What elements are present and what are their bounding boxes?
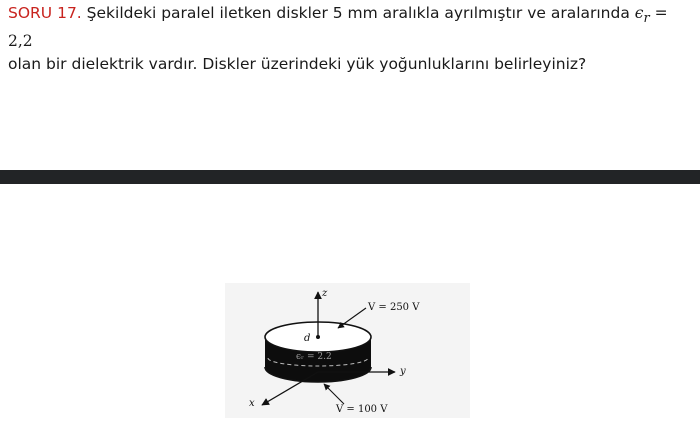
origin-dot bbox=[316, 335, 320, 339]
bottom-voltage-label: V = 100 V bbox=[336, 404, 388, 415]
gap-label: d bbox=[304, 333, 311, 344]
permittivity-sub: r bbox=[643, 11, 650, 27]
dielectric-label: ϵᵣ = 2.2 bbox=[296, 352, 332, 362]
question-number: SORU 17. bbox=[8, 4, 82, 22]
question-text-part2: olan bir dielektrik vardır. Diskler üzerindeki yük yoğunluklarını belirleyiniz? bbox=[8, 55, 587, 74]
top-voltage-label: V = 250 V bbox=[368, 302, 420, 313]
x-axis-label: x bbox=[249, 398, 255, 409]
question-text-part1: Şekildeki paralel iletken diskler 5 mm aralıkla ayrılmıştır ve aralarında bbox=[81, 4, 635, 22]
permittivity-value: = 2,2 bbox=[8, 4, 668, 51]
permittivity-epsilon: ϵ bbox=[634, 4, 644, 22]
z-axis-label: z bbox=[322, 288, 328, 299]
y-axis-label: y bbox=[400, 366, 406, 377]
